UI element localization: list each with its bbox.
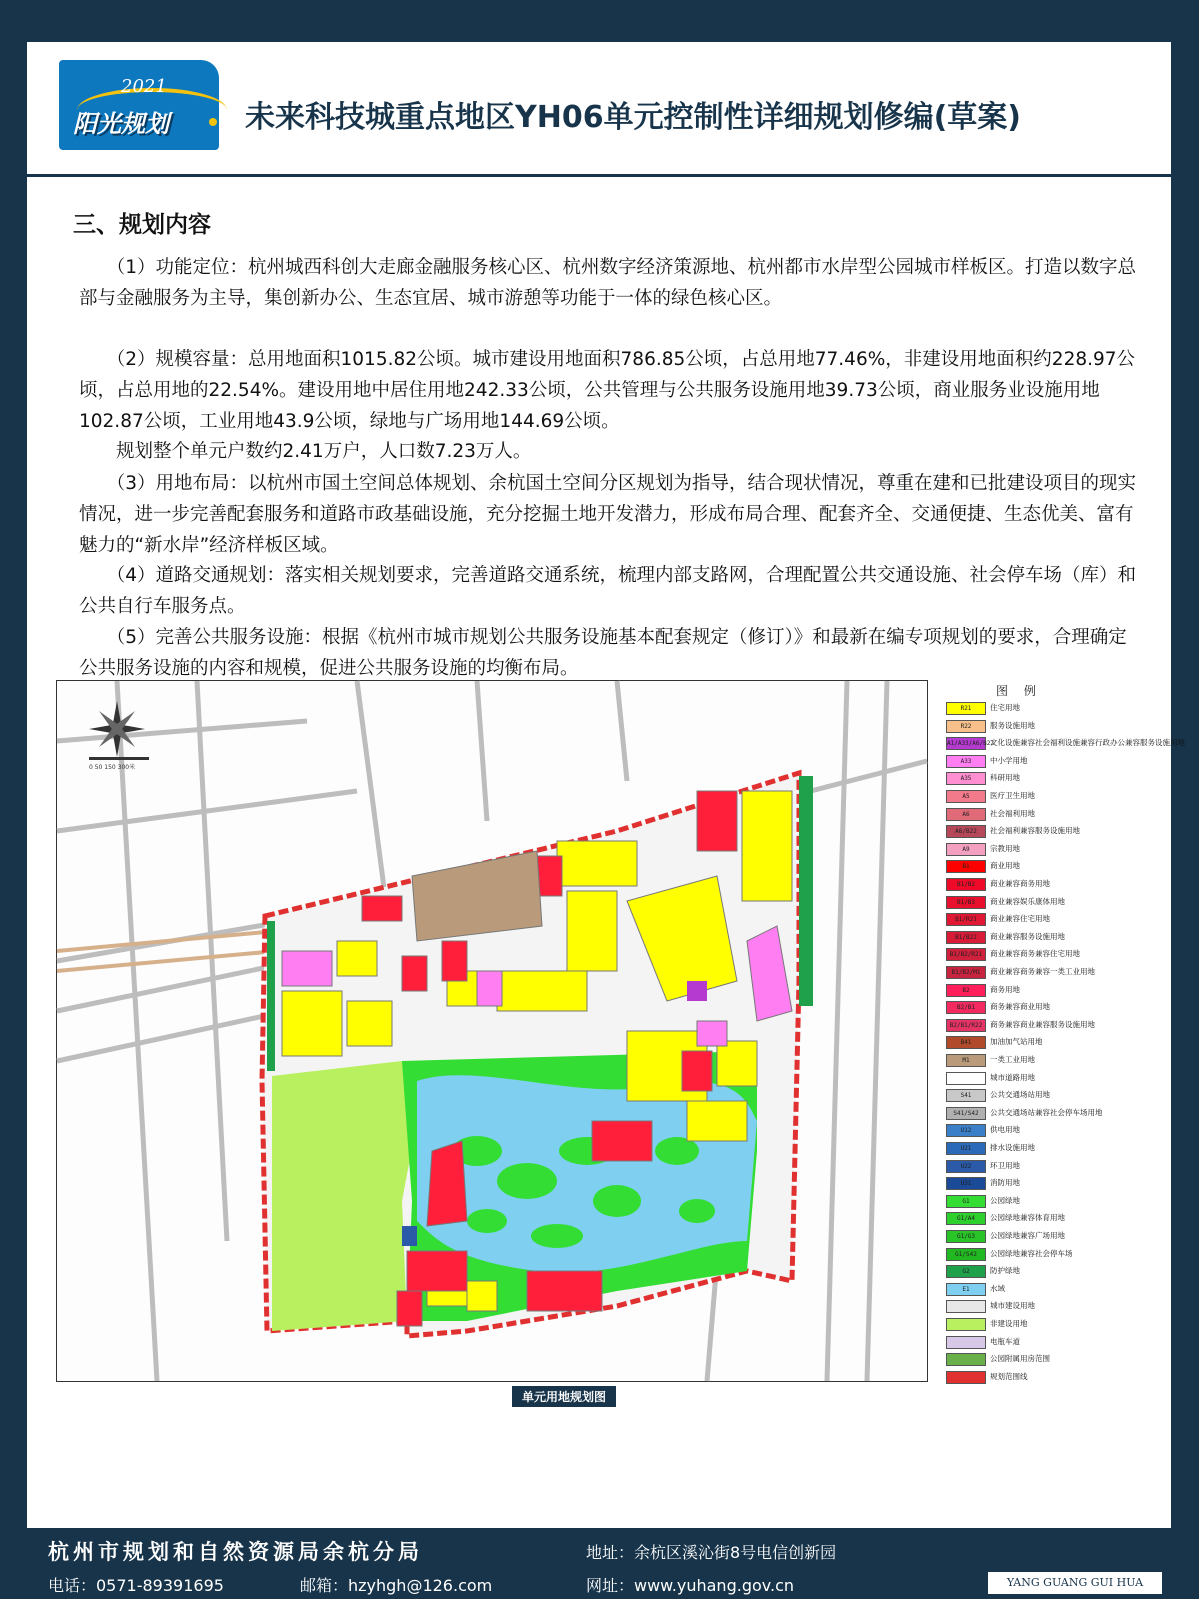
legend-label: 电瓶车道	[990, 1336, 1020, 1346]
legend-swatch: R22	[946, 720, 986, 733]
legend-swatch: A33	[946, 755, 986, 768]
legend-swatch: E1	[946, 1283, 986, 1296]
legend-swatch: G1/A4	[946, 1212, 986, 1225]
legend-label: 商业兼容商务用地	[990, 879, 1050, 888]
legend-label: 商务用地	[990, 984, 1020, 994]
map-legend	[946, 680, 1185, 1381]
legend-swatch	[946, 1336, 986, 1349]
legend-swatch: G2	[946, 1265, 986, 1278]
legend-label: 商业兼容商务兼容住宅用地	[990, 949, 1080, 959]
legend-swatch	[946, 1353, 986, 1366]
paragraph-function: （1）功能定位：杭州城西科创大走廊金融服务核心区、杭州数字经济策源地、杭州都市水岸型公园城市样板区。打造以数字总部与金融服务为主导，集创新办公、生态宜居、城市游憩等功能于一体的绿色核心区。	[79, 257, 1137, 310]
legend-label: 商务兼容商业用地	[990, 1002, 1050, 1012]
paragraph-population: 规划整个单元户数约2.41万户，人口数7.23万人。	[79, 441, 532, 462]
paragraph-layout: （3）用地布局：以杭州市国土空间总体规划、余杭国土空间分区规划为指导，结合现状情况，尊重在建和已批建设项目的现实情况，进一步完善配套服务和道路市政基础设施，充分挖掘土地开发潜力，形成布局合理、配套齐全、交通便捷、生态优美、富有魅力的“新水岸”经济样板区域。	[79, 473, 1137, 557]
section-title: 三、规划内容	[73, 212, 211, 238]
legend-label: 文化设施兼容社会福利设施兼容行政办公兼容服务设施用地	[990, 738, 1185, 748]
legend-label: 商业兼容住宅用地	[990, 914, 1050, 924]
legend-label: 服务设施用地	[990, 720, 1035, 730]
footer-website[interactable]: 网址：www.yuhang.gov.cn	[586, 1576, 795, 1595]
legend-swatch: B2/B1	[946, 1001, 986, 1014]
legend-label: 防护绿地	[990, 1266, 1020, 1276]
page-title: 未来科技城重点地区YH06单元控制性详细规划修编(草案)	[245, 100, 1022, 135]
legend-swatch: S41/S42	[946, 1107, 986, 1120]
legend-label: 商业兼容娱乐康体用地	[990, 896, 1065, 906]
utility-block	[402, 1226, 417, 1246]
non-construction-land	[272, 1061, 417, 1331]
legend-swatch: U21	[946, 1142, 986, 1155]
scale-bar	[89, 757, 149, 771]
legend-swatch: B1/B2/R21	[946, 948, 986, 961]
map-drawing	[57, 681, 927, 1381]
footer-brand: YANG GUANG GUI HUA	[988, 1572, 1162, 1594]
legend-swatch: G1/S42	[946, 1248, 986, 1261]
header	[27, 42, 1171, 177]
north-arrow-icon	[89, 701, 145, 757]
legend-swatch: B1/B2	[946, 878, 986, 891]
legend-swatch: B1	[946, 860, 986, 873]
legend-swatch: B1/B22	[946, 931, 986, 944]
legend-swatch	[946, 1318, 986, 1331]
legend-label: 中小学用地	[990, 755, 1028, 765]
legend-swatch: U12	[946, 1124, 986, 1137]
legend-label: 消防用地	[990, 1178, 1020, 1188]
legend-swatch: M1	[946, 1054, 986, 1067]
legend-label: 城市道路用地	[990, 1072, 1035, 1082]
legend-label: 公共交通场站兼容社会停车场用地	[990, 1107, 1103, 1117]
legend-swatch	[946, 1072, 986, 1085]
legend-swatch: B1/B3	[946, 896, 986, 909]
legend-swatch: S41	[946, 1089, 986, 1102]
legend-swatch: A35	[946, 772, 986, 785]
footer-address: 地址：余杭区溪沁街8号电信创新园	[586, 1543, 837, 1562]
logo-year: 2021	[121, 76, 167, 97]
legend-label: 社会福利用地	[990, 808, 1035, 818]
legend-label: 公园绿地兼容社会停车场	[990, 1248, 1073, 1258]
legend-label: 环卫用地	[990, 1160, 1020, 1170]
legend-label: 城市建设用地	[990, 1301, 1035, 1311]
legend-swatch: B41	[946, 1036, 986, 1049]
legend-label: 科研用地	[990, 773, 1020, 783]
industrial-block	[412, 851, 542, 941]
legend-label: 商业用地	[990, 861, 1020, 871]
legend-swatch: A9	[946, 843, 986, 856]
legend-label: 商业兼容商务兼容一类工业用地	[990, 967, 1095, 976]
legend-swatch	[946, 1371, 986, 1384]
legend-label: 一类工业用地	[990, 1055, 1035, 1064]
legend-label: 公园绿地兼容体育用地	[990, 1213, 1065, 1223]
legend-label: 商业兼容服务设施用地	[990, 931, 1065, 941]
legend-label: 宗教用地	[990, 843, 1020, 853]
land-use-map	[56, 680, 928, 1382]
logo-text: 阳光规划	[73, 110, 169, 138]
paragraph-scale: （2）规模容量：总用地面积1015.82公顷。城市建设用地面积786.85公顷，占总用地77.46%，非建设用地面积约228.97公顷，占总用地的22.54%。建设用地中居住用地242.33公顷，公共管理与公共服务设施用地39.73公顷，商业服务业设施用地102.87公顷，工业用地43.9公顷，绿地与广场用地144.69公顷。	[79, 349, 1136, 433]
legend-swatch: A6/B22	[946, 825, 986, 838]
legend-label: 排水设施用地	[990, 1143, 1035, 1152]
footer-org: 杭州市规划和自然资源局余杭分局	[48, 1540, 423, 1564]
footer	[0, 1528, 1199, 1599]
legend-title: 图 例	[996, 684, 1042, 698]
map-caption: 单元用地规划图	[512, 1386, 616, 1407]
logo	[59, 60, 219, 150]
legend-label: 公园附属用房范围	[990, 1354, 1050, 1364]
legend-swatch: G1	[946, 1195, 986, 1208]
legend-label: 非建设用地	[990, 1319, 1028, 1328]
legend-swatch: A5	[946, 790, 986, 803]
land-use-map-figure	[56, 680, 1185, 1410]
legend-swatch: A6	[946, 808, 986, 821]
legend-swatch: B1/B2/M1	[946, 966, 986, 979]
legend-swatch	[946, 1300, 986, 1313]
legend-label: 住宅用地	[990, 703, 1020, 712]
legend-label: 公园绿地	[990, 1195, 1020, 1205]
cultural-block	[687, 981, 707, 1001]
legend-swatch: G1/G3	[946, 1230, 986, 1243]
legend-label: 社会福利兼容服务设施用地	[990, 826, 1080, 836]
footer-email[interactable]: 邮箱：hzyhgh@126.com	[300, 1576, 493, 1595]
legend-label: 加油加气站用地	[990, 1037, 1043, 1047]
legend-swatch: A1/A33/A6/B22	[946, 737, 986, 750]
legend-label: 医疗卫生用地	[990, 791, 1035, 800]
legend-swatch: R21	[946, 702, 986, 715]
legend-label: 水域	[990, 1283, 1005, 1293]
legend-swatch: U31	[946, 1177, 986, 1190]
legend-label: 公共交通场站用地	[990, 1090, 1050, 1100]
legend-label: 规划范围线	[990, 1371, 1028, 1381]
scale-label: 0 50 150 300米	[89, 764, 136, 771]
legend-label: 公园绿地兼容广场用地	[990, 1231, 1065, 1240]
paragraph-services: （5）完善公共服务设施：根据《杭州市城市规划公共服务设施基本配套规定（修订）》和最新在编专项规划的要求，合理确定公共服务设施的内容和规模，促进公共服务设施的均衡布局。	[79, 627, 1127, 680]
legend-label: 供电用地	[990, 1125, 1020, 1135]
legend-swatch: B2/B1/R22	[946, 1019, 986, 1032]
paragraph-traffic: （4）道路交通规划：落实相关规划要求，完善道路交通系统，梳理内部支路网，合理配置公共交通设施、社会停车场（库）和公共自行车服务点。	[79, 565, 1137, 618]
railway	[57, 931, 277, 971]
legend-swatch: U22	[946, 1160, 986, 1173]
legend-swatch: B1/R21	[946, 913, 986, 926]
footer-phone: 电话：0571-89391695	[48, 1576, 224, 1595]
logo-dot-icon	[209, 118, 217, 126]
legend-swatch: B2	[946, 984, 986, 997]
legend-label: 商务兼容商业兼容服务设施用地	[990, 1019, 1095, 1029]
